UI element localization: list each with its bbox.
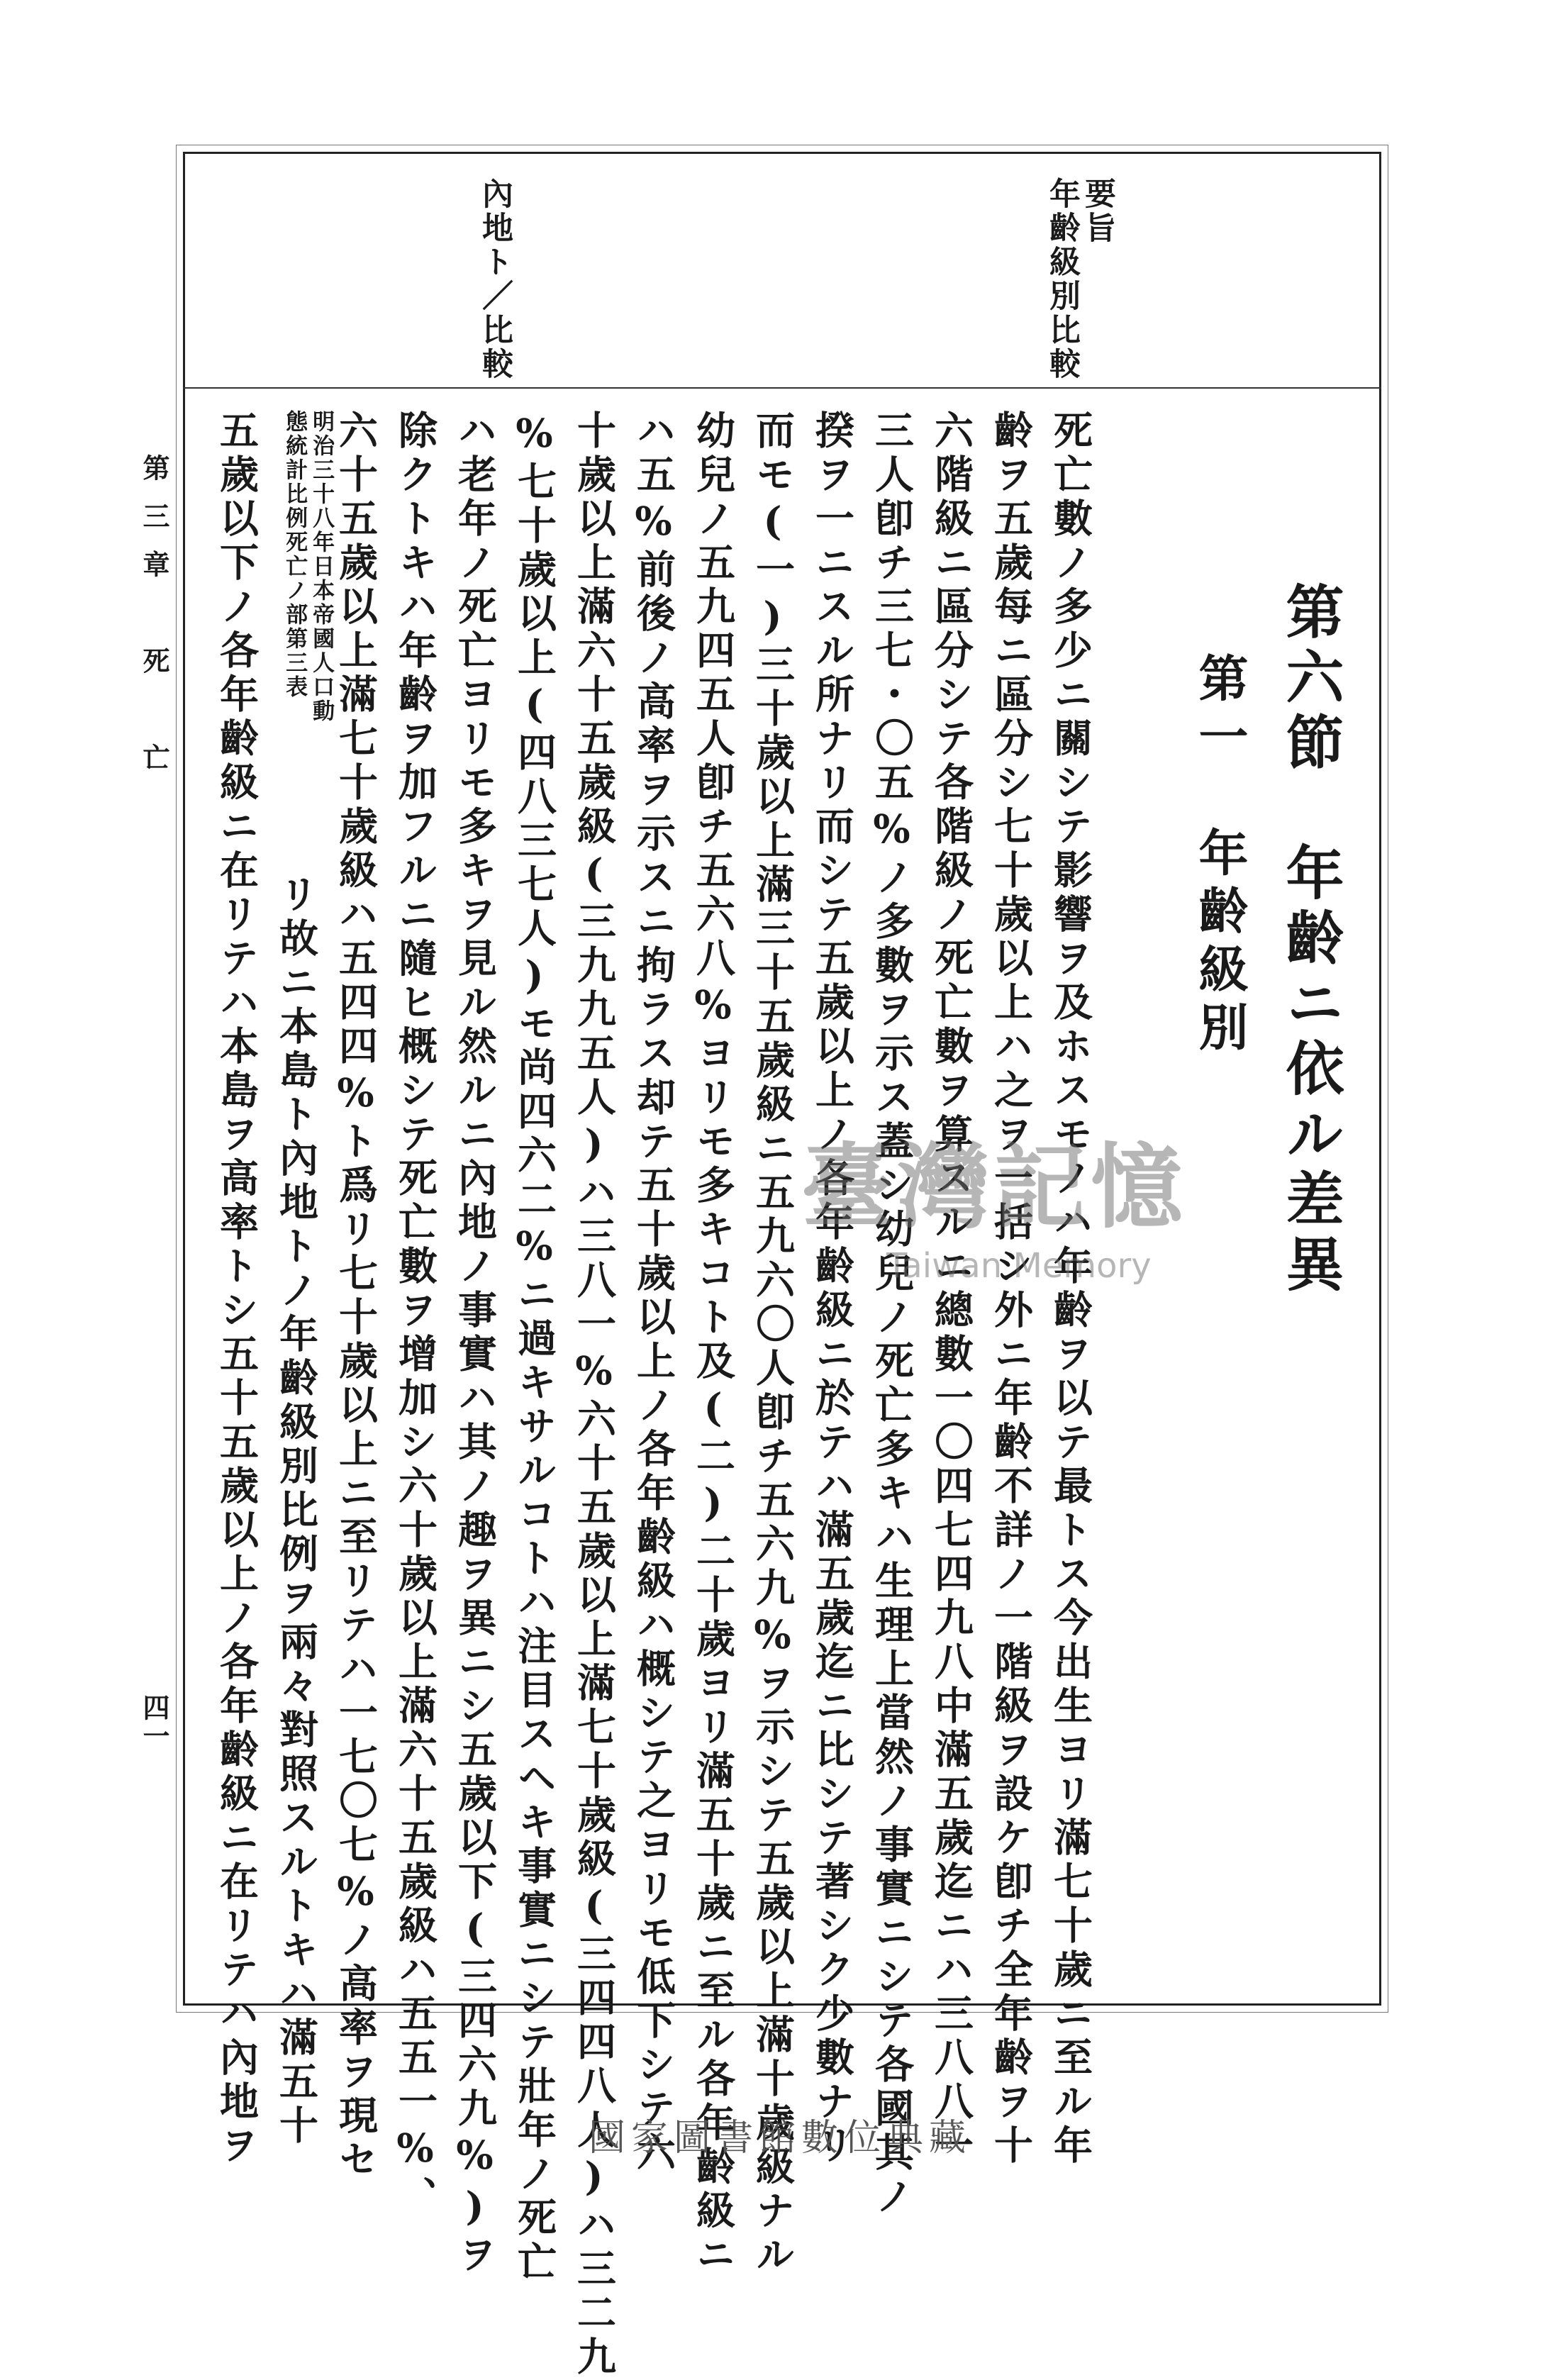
- watermark-english: Taiwan Memory: [886, 1246, 1152, 1286]
- watermark-chinese: 臺灣記憶: [801, 1133, 1188, 1241]
- running-head-chapter: 第三章 死 亡: [138, 454, 170, 791]
- body-column: 六十五歲以上滿七十歲級ハ五四四%ト爲リ七十歲以上ニ至リテハ一七〇七%ノ高率ヲ現セ: [333, 410, 379, 2183]
- section-subtitle: 第一 年齡級別: [1191, 652, 1249, 1060]
- body-column: 除クトキハ年齡ヲ加フルニ隨ヒ概シテ死亡數ヲ增加シ六十歲以上滿六十五歲級ハ五五一%、: [392, 410, 438, 2220]
- body-column: 死亡數ノ多少ニ關シテ影響ヲ及ホスモノハ年齡ヲ以テ最トス今出生ヨリ滿七十歲ニ至ル年: [1047, 410, 1093, 2169]
- body-column: 三人卽チ三七・〇五%ノ多數ヲ示ス蓋シ幼兒ノ死亡多キハ生理上當然ノ事實ニシテ各國其ノ: [869, 410, 915, 2220]
- watermark: [801, 1113, 1255, 1298]
- body-column: %七十歲以上(四八三七人)モ尚四六二%ニ過キサルコトハ注目スヘキ事實ニシテ壯年ノ死亡: [511, 410, 557, 2285]
- body-column: 幼兒ノ五九四五人卽チ五六八%ヨリモ多キコト及(二)二十歲ヨリ滿五十歲ニ至ル各年齡級ニ: [690, 410, 736, 2278]
- marginal-topic-3: 內地ト／比較: [477, 177, 513, 382]
- body-column: 六階級ニ區分シテ各階級ノ死亡數ヲ算スルニ總數一〇四七四九八中滿五歲迄ニハ三八八一: [928, 410, 974, 2169]
- body-column: 十歲以上滿六十五歲級(三九九五人)ハ三八一%六十五歲以上滿七十歲級(三四四八人)ハ三二九: [571, 410, 617, 2380]
- section-title: 第六節 年齡ニ依ル差異: [1276, 582, 1344, 1299]
- body-column: 五歲以下ノ各年齡級ニ在リテハ本島ヲ高率トシ五十五歲以上ノ各年齡級ニ在リテハ內地ヲ: [213, 410, 260, 2169]
- body-column: 齡ヲ五歲每ニ區分シ七十歲以上ハ之ヲ一括シ外ニ年齡不詳ノ一階級ヲ設ケ卽チ全年齡ヲ十: [988, 410, 1034, 2169]
- body-column: リ故ニ本島ト內地トノ年齡級別比例ヲ兩々對照スルトキハ滿五十: [273, 874, 319, 2149]
- body-column: 而モ(一)三十歲以上滿三十五歲級ニ五九六〇人卽チ五六九%ヲ示シテ五歲以上滿十歲級ナル: [750, 410, 796, 2278]
- running-head-page-number: 四一: [138, 1694, 170, 1750]
- body-column: 揆ヲ一ニスル所ナリ而シテ五歲以上ノ各年齡級ニ於テハ滿五歲迄ニ比シテ著シク少數ナリ: [809, 410, 855, 2169]
- header-rule: [183, 387, 1381, 389]
- marginal-topic-2: 年齡級別比較: [1044, 177, 1080, 382]
- marginal-topic-1: 要旨: [1079, 177, 1115, 245]
- column-note-line-2: 態統計比例死亡ノ部第三表: [282, 410, 308, 699]
- column-note-line-1: 明治三十八年日本帝國人口動: [308, 410, 335, 723]
- footer-caption: 國家圖書館數位典藏: [588, 2117, 971, 2159]
- body-column: ハ老年ノ死亡ヨリモ多キヲ見ル然ルニ內地ノ事實ハ其ノ趣ヲ異ニシ五歲以下(三四六九%)ヲ: [452, 410, 498, 2278]
- body-column: ハ五%前後ノ高率ヲ示スニ拘ラス却テ五十歲以上ノ各年齡級ハ概シテ之ヨリモ低下シテ六: [630, 410, 676, 2176]
